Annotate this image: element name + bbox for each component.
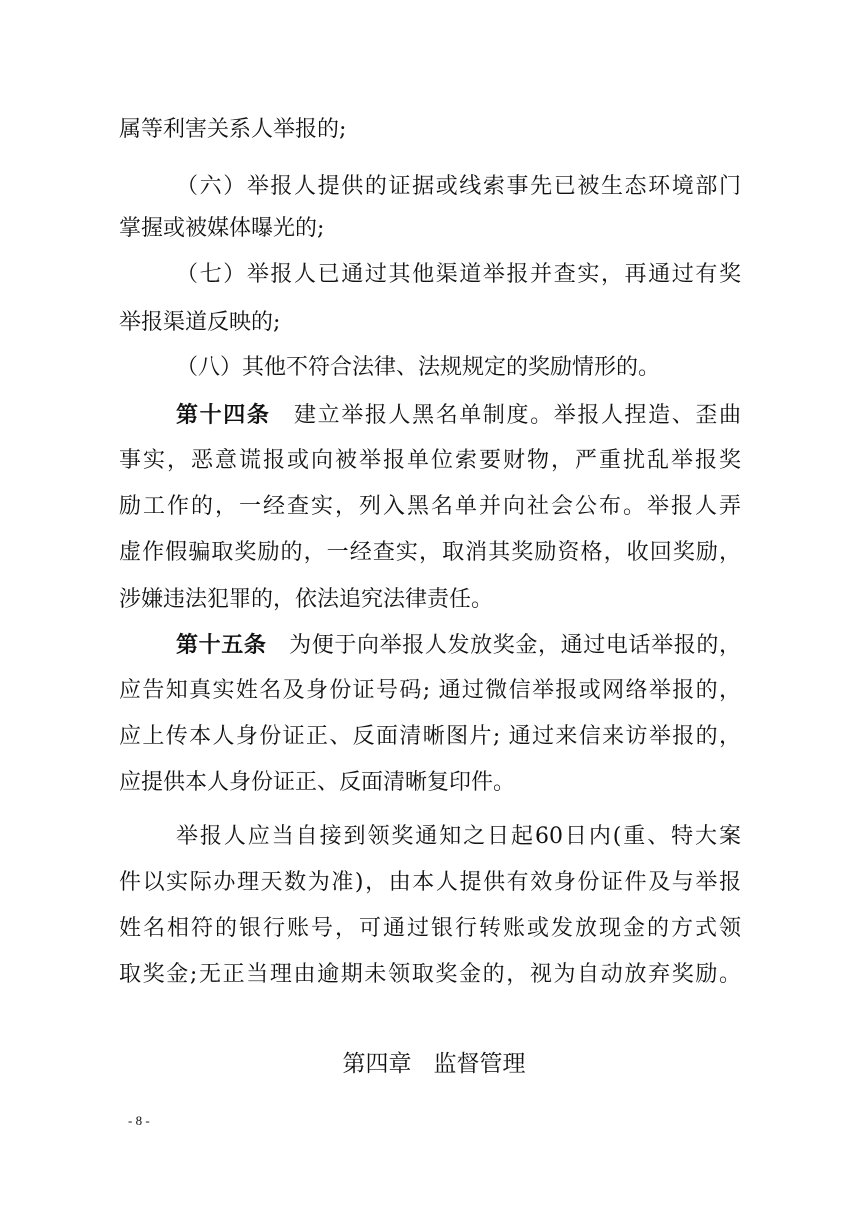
article-14-line: 涉嫌违法犯罪的，依法追究法律责任。	[119, 587, 494, 612]
article-14-first-line	[176, 400, 741, 431]
claim-paragraph-line: 举报人应当自接到领奖通知之日起60日内(重、特大案	[176, 824, 741, 849]
claim-paragraph-line: 件以实际办理天数为准)，由本人提供有效身份证件及与举报	[119, 870, 741, 895]
claim-paragraph-line: 姓名相符的银行账号，可通过银行转账或发放现金的方式领	[119, 916, 741, 941]
article-15-heading: 第十五条	[176, 632, 267, 658]
article-15-line: 应告知真实姓名及身份证号码; 通过微信举报或网络举报的，	[119, 678, 741, 703]
chapter-heading	[0, 1045, 868, 1078]
paragraph-line: 举报渠道反映的;	[119, 310, 281, 335]
article-15-line: 应提供本人身份证正、反面清晰复印件。	[119, 770, 516, 795]
list-item-six: （六）举报人提供的证据或线索事先已被生态环境部门	[176, 174, 741, 199]
article-15-first-line	[176, 630, 741, 661]
article-15-line: 应上传本人身份证正、反面清晰图片; 通过来信来访举报的，	[119, 724, 741, 749]
article-15-text: 为便于向举报人发放奖金，通过电话举报的，	[288, 633, 741, 658]
article-14-text: 建立举报人黑名单制度。举报人捏造、歪曲	[292, 403, 741, 428]
article-14-heading: 第十四条	[176, 402, 271, 428]
article-14-line: 事实，恶意谎报或向被举报单位索要财物，严重扰乱举报奖	[119, 448, 741, 473]
claim-paragraph-line: 取奖金;无正当理由逾期未领取奖金的，视为自动放弃奖励。	[119, 962, 741, 987]
article-14-line: 励工作的，一经查实，列入黑名单并向社会公布。举报人弄	[119, 494, 741, 519]
list-item-seven: （七）举报人已通过其他渠道举报并查实，再通过有奖	[176, 262, 741, 287]
list-item-eight: （八）其他不符合法律、法规规定的奖励情形的。	[176, 355, 661, 380]
article-14-line: 虚作假骗取奖励的，一经查实，取消其奖励资格，收回奖励，	[119, 540, 741, 565]
paragraph-line: 属等利害关系人举报的;	[119, 117, 347, 142]
page-number: - 8 -	[128, 1113, 150, 1128]
chapter-number: 第四章	[342, 1051, 412, 1077]
paragraph-line: 掌握或被媒体曝光的;	[119, 216, 325, 241]
chapter-title: 监督管理	[433, 1051, 526, 1077]
